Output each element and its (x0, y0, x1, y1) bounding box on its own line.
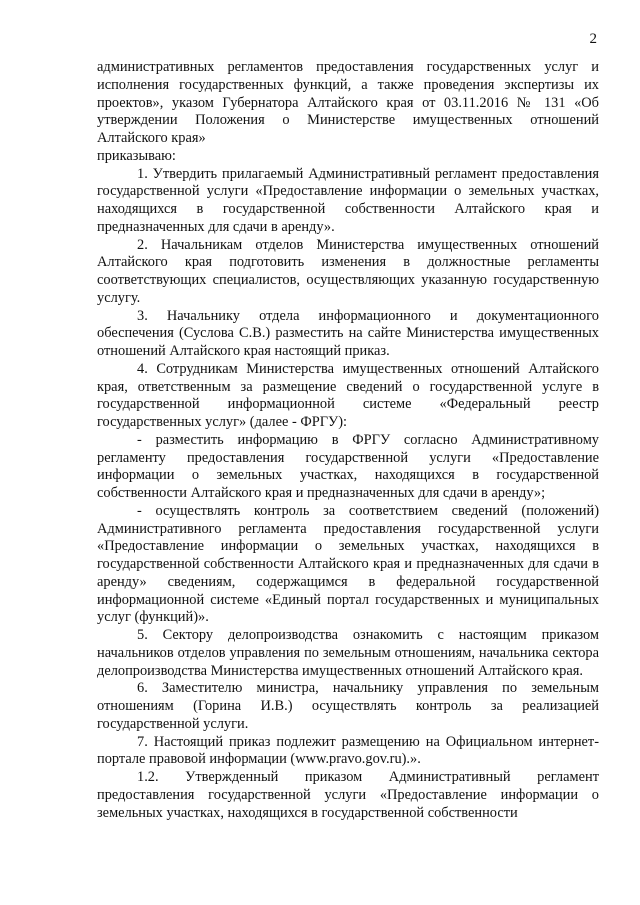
paragraph-item-4-dash-2: - осуществлять контроль за соответствием сведений (положений) Административного регламента предоставления государственной услуги «Предоставление информации о земельных участках, находящихся в государственной собственности Алтайского края и предназначенных для сдачи в аренду» сведениям, содержащимся в федеральной государственной информационной системе «Единый портал государственных и муниципальных услуг (функций)». (97, 502, 599, 626)
paragraph-order-word: приказываю: (97, 147, 176, 164)
paragraph-preamble: административных регламентов предоставления государственных услуг и исполнения государственных функций, а также проведения экспертизы их проектов», указом Губернатора Алтайского края от 03.11.2016 № 131 «Об утверждении Положения о Министерстве имущественных отношений Алтайского края» (97, 59, 599, 146)
paragraph-item-2: 2. Начальникам отделов Министерства имущественных отношений Алтайского края подготовить изменения в должностные регламенты соответствующих специалистов, осуществляющих указанную государственную услугу. (97, 236, 599, 306)
document-body (97, 59, 599, 822)
paragraph-item-1-2: 1.2. Утвержденный приказом Административный регламент предоставления государственной услуги «Предоставление информации о земельных участках, находящихся в государственной собственности (97, 769, 599, 821)
paragraph-item-6: 6. Заместителю министра, начальнику управления по земельным отношениям (Горина И.В.) осуществлять контроль за реализацией государственной услуги. (97, 680, 599, 732)
paragraph-item-1: 1. Утвердить прилагаемый Административный регламент предоставления государственной услуги «Предоставление информации о земельных участках, находящихся в государственной собственности Алтайского края и предназначенных для сдачи в аренду». (97, 165, 599, 235)
paragraph-item-3: 3. Начальнику отдела информационного и документационного обеспечения (Суслова С.В.) разместить на сайте Министерства имущественных отношений Алтайского края настоящий приказ. (97, 307, 599, 359)
paragraph-item-7: 7. Настоящий приказ подлежит размещению на Официальном интернет-портале правовой информации (www.pravo.gov.ru).». (97, 733, 599, 768)
paragraph-item-4: 4. Сотрудникам Министерства имущественных отношений Алтайского края, ответственным за размещение сведений о государственной услуге в государственной информационной системе «Федеральный реестр государственных услуг» (далее - ФРГУ): (97, 360, 599, 430)
page-number: 2 (589, 31, 597, 47)
paragraph-item-4-dash-1: - разместить информацию в ФРГУ согласно Административному регламенту предоставления государственной услуги «Предоставление информации о земельных участках, находящихся в государственной собственности Алтайского края и предназначенных для сдачи в аренду»; (97, 431, 599, 501)
paragraph-item-5: 5. Сектору делопроизводства ознакомить с настоящим приказом начальников отделов управления по земельным отношениям, начальника сектора делопроизводства Министерства имущественных отношений Алтайского края. (97, 627, 599, 679)
